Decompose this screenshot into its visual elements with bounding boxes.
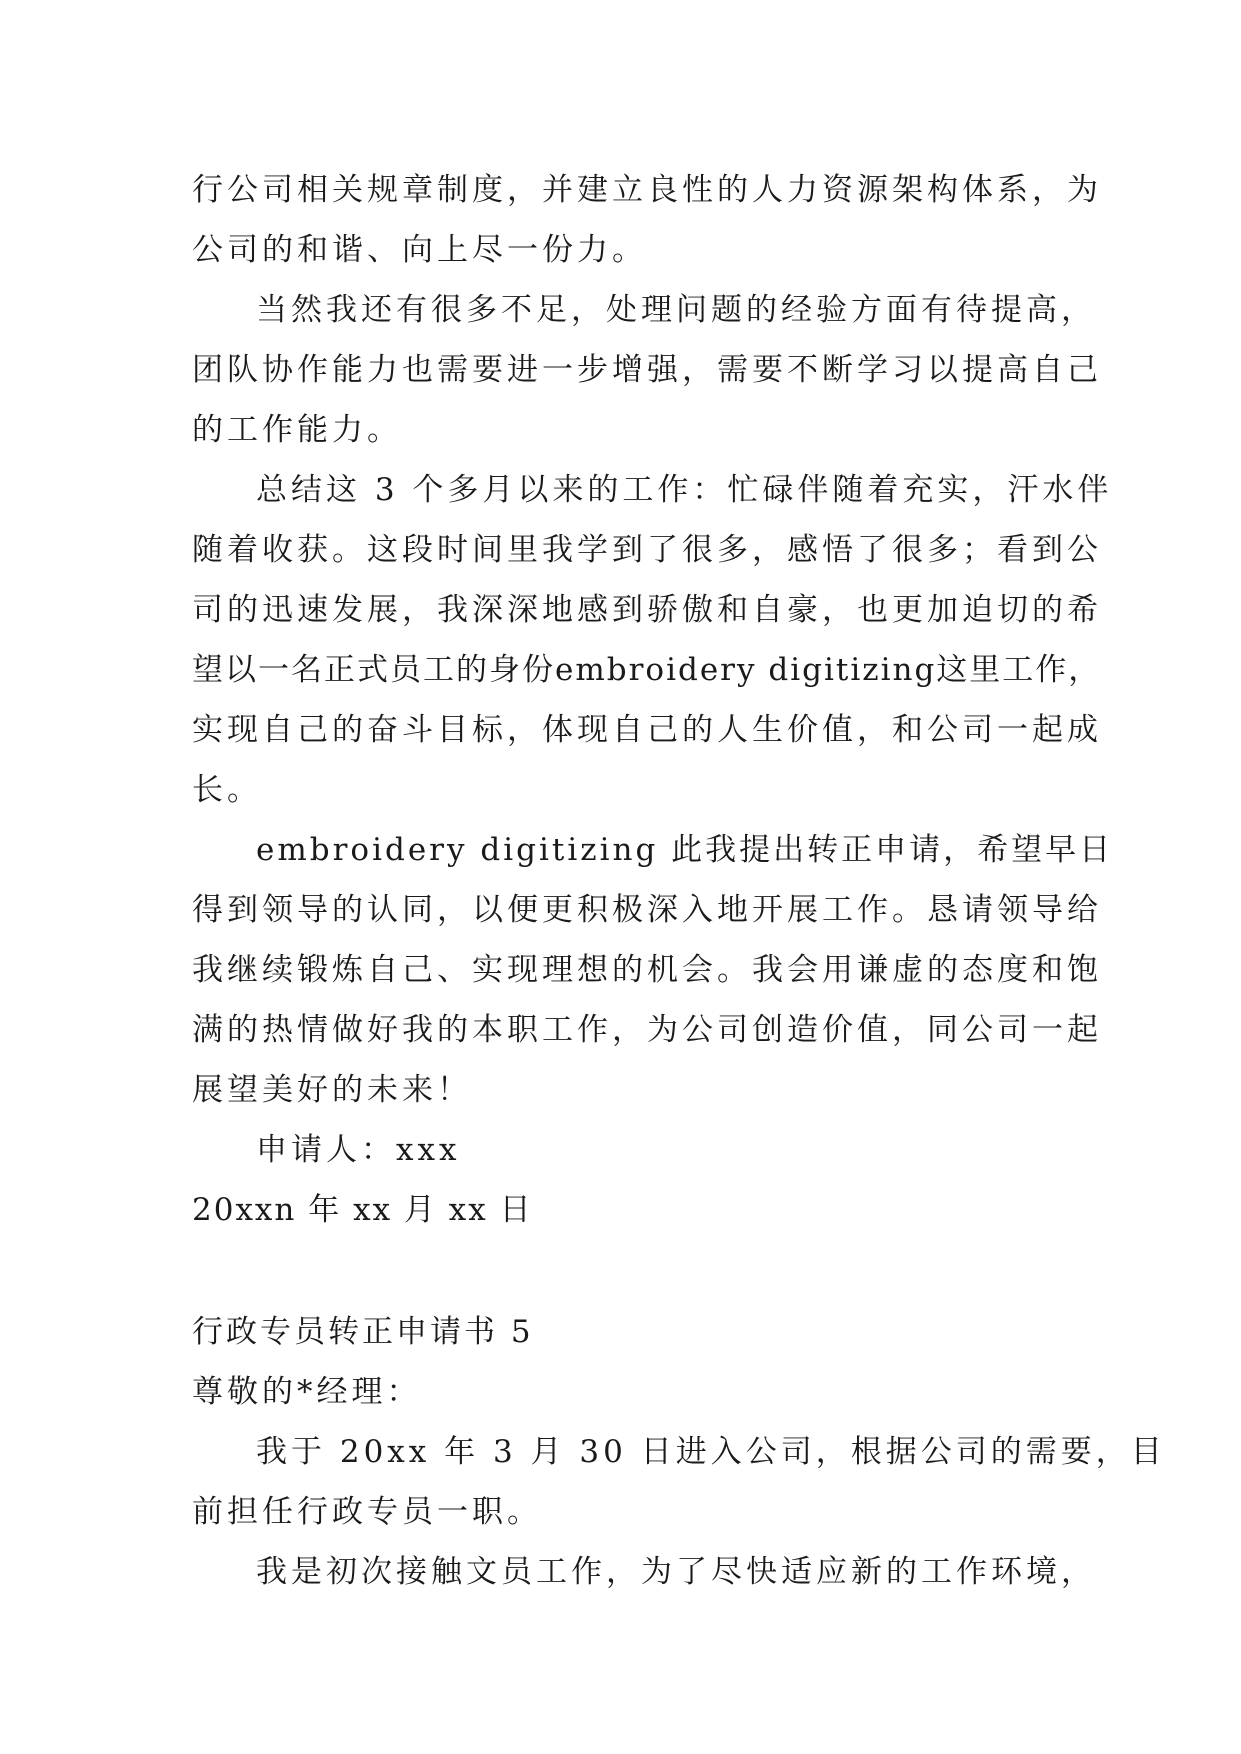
text-line: 的工作能力。 xyxy=(192,412,402,448)
paragraph-6 xyxy=(192,1542,1096,1602)
text-line: 司的迅速发展，我深深地感到骄傲和自豪，也更加迫切的希 xyxy=(192,592,1102,628)
text-line: 公司的和谐、向上尽一份力。 xyxy=(192,232,647,268)
paragraph-2 xyxy=(192,280,1102,460)
salutation: 尊敬的*经理： xyxy=(192,1374,422,1410)
text-line: 展望美好的未来！ xyxy=(192,1072,472,1108)
text-line: 前担任行政专员一职。 xyxy=(192,1494,542,1530)
paragraph-4 xyxy=(192,820,1114,1120)
document-page xyxy=(192,160,1166,1602)
text-line: 实现自己的奋斗目标，体现自己的人生价值，和公司一起成 xyxy=(192,712,1102,748)
signature: 申请人：xxx xyxy=(256,1132,461,1168)
text-line: 当然我还有很多不足，处理问题的经验方面有待提高， xyxy=(256,292,1096,328)
text-line: 满的热情做好我的本职工作，为公司创造价值，同公司一起 xyxy=(192,1012,1102,1048)
text-line: 我是初次接触文员工作，为了尽快适应新的工作环境， xyxy=(256,1554,1096,1590)
date: 20xxn 年 xx 月 xx 日 xyxy=(192,1192,533,1228)
text-line: 我继续锻炼自己、实现理想的机会。我会用谦虚的态度和饱 xyxy=(192,952,1102,988)
text-line: 得到领导的认同，以便更积极深入地开展工作。恳请领导给 xyxy=(192,892,1102,928)
text-line: embroidery digitizing 此我提出转正申请，希望早日 xyxy=(256,832,1114,868)
text-line: 行公司相关规章制度，并建立良性的人力资源架构体系，为 xyxy=(192,172,1102,208)
text-line: 望以一名正式员工的身份embroidery digitizing这里工作， xyxy=(192,652,1102,688)
section-title: 行政专员转正申请书 5 xyxy=(192,1314,534,1350)
paragraph-3 xyxy=(192,460,1113,820)
text-line: 随着收获。这段时间里我学到了很多，感悟了很多；看到公 xyxy=(192,532,1102,568)
text-line: 我于 20xx 年 3 月 30 日进入公司，根据公司的需要，目 xyxy=(256,1434,1166,1470)
paragraph-5 xyxy=(192,1422,1166,1542)
text-line: 团队协作能力也需要进一步增强，需要不断学习以提高自己 xyxy=(192,352,1102,388)
text-line: 总结这 3 个多月以来的工作：忙碌伴随着充实，汗水伴 xyxy=(256,472,1113,508)
text-line: 长。 xyxy=(192,772,262,808)
paragraph-1 xyxy=(192,160,1102,280)
section-gap xyxy=(192,1240,1072,1302)
